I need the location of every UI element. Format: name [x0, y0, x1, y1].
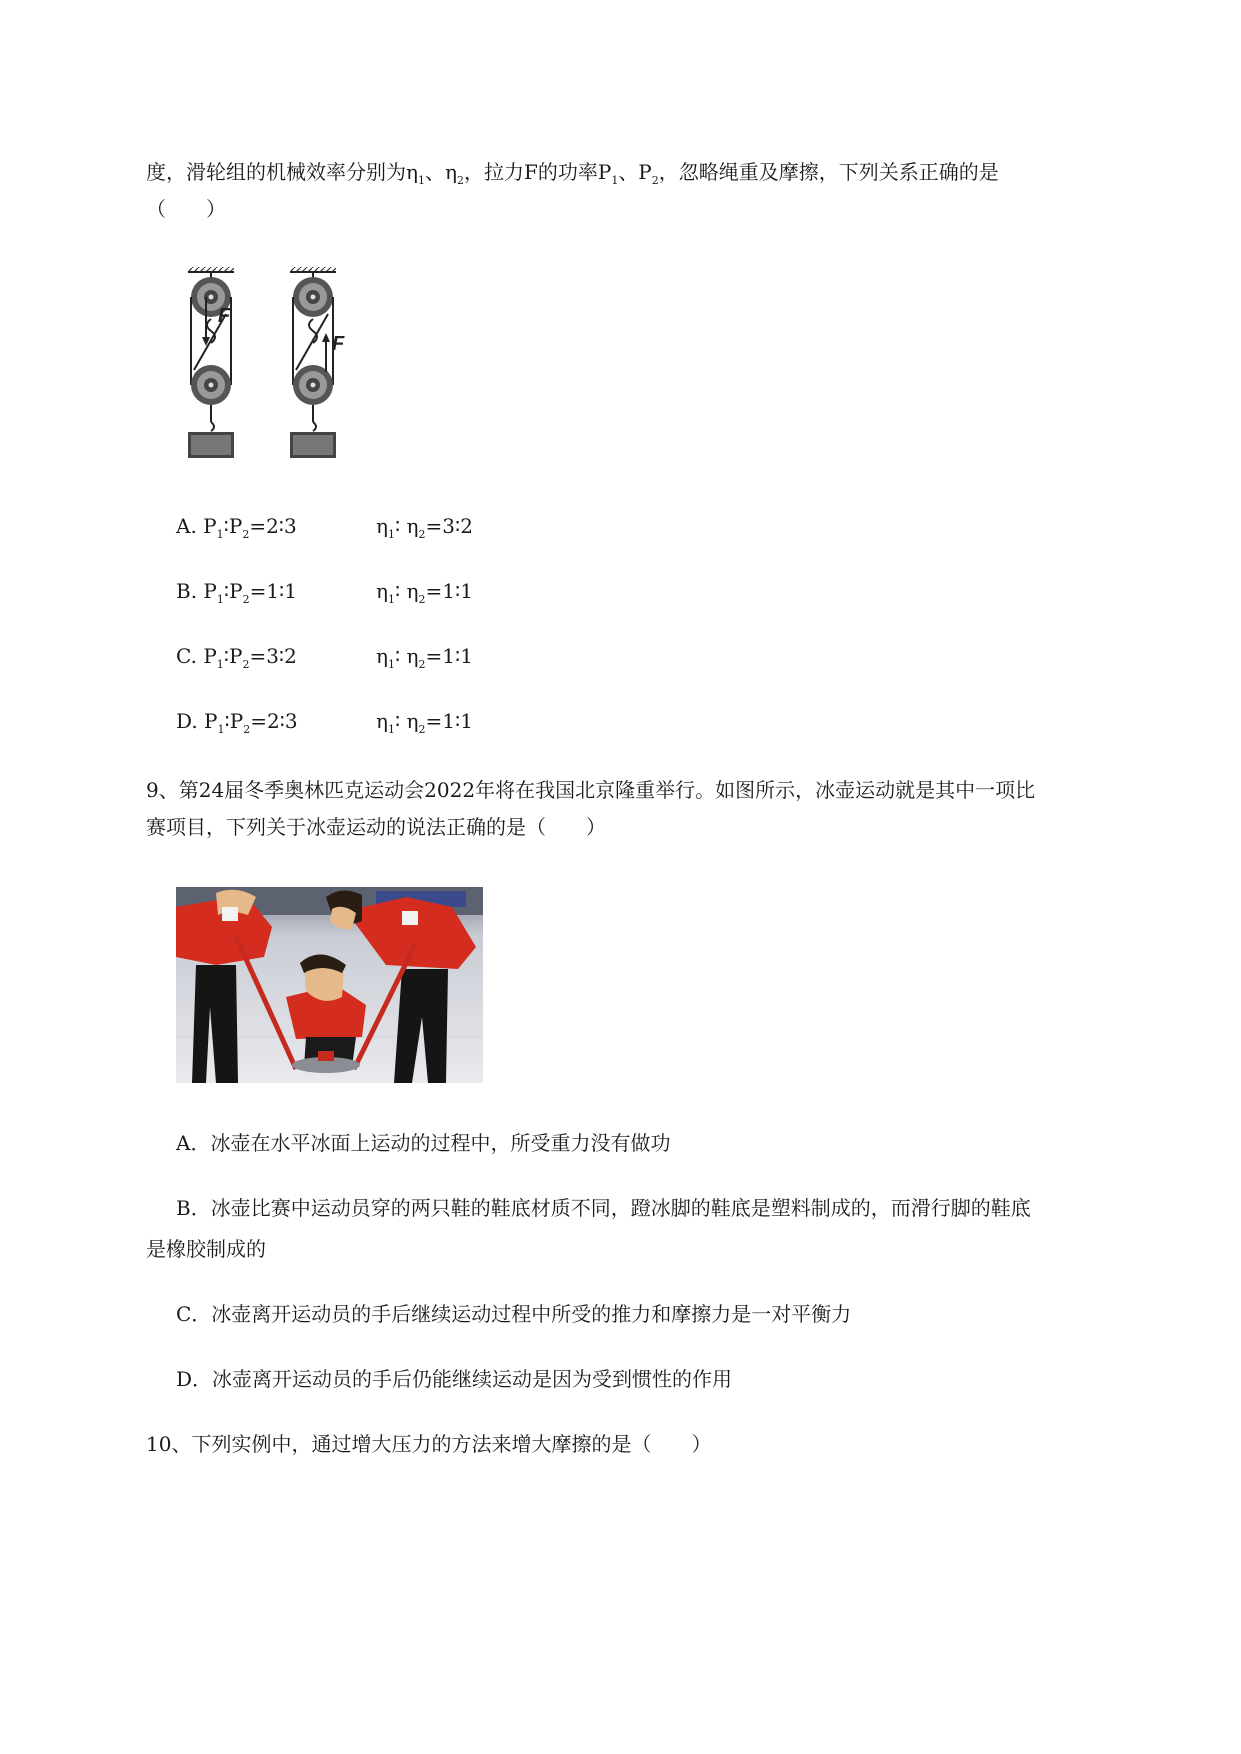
q8-stem-text: 、P: [618, 160, 652, 184]
subscript: 1: [216, 528, 224, 541]
power-symbol: P: [203, 579, 217, 603]
q8-stem-text: ，拉力F的功率P: [463, 160, 612, 184]
power-symbol: ∶P: [223, 514, 243, 538]
q9-stem-line1: 9、第24届冬季奥林匹克运动会2022年将在我国北京隆重举行。如图所示，冰壶运动就是其中一项比: [146, 778, 1036, 802]
power-symbol: ∶P: [224, 709, 244, 733]
eta-symbol: η: [376, 644, 388, 668]
q9-option-b-line2: 是橡胶制成的: [146, 1237, 266, 1261]
q9-option-c: C．冰壶离开运动员的手后继续运动过程中所受的推力和摩擦力是一对平衡力: [176, 1302, 852, 1326]
option-letter: A.: [176, 514, 204, 538]
q9-option-d: D．冰壶离开运动员的手后仍能继续运动是因为受到惯性的作用: [176, 1367, 733, 1391]
eta-symbol: ∶ η: [394, 579, 419, 603]
subscript: 2: [418, 658, 426, 671]
power-symbol: ∶P: [223, 644, 243, 668]
q8-option-c: [176, 642, 473, 679]
power-symbol: ∶P: [223, 579, 243, 603]
force-label-left: F: [218, 305, 231, 327]
subscript: 1: [387, 723, 395, 736]
power-ratio: =2∶3: [249, 514, 297, 538]
subscript: 1: [216, 658, 224, 671]
efficiency-ratio-group: [376, 577, 473, 614]
q8-stem-line2: （ ）: [146, 197, 226, 221]
subscript: 1: [216, 593, 224, 606]
subscript: 2: [651, 174, 659, 187]
curling-photo: [176, 887, 483, 1083]
eta-symbol: ∶ η: [394, 644, 419, 668]
efficiency-ratio: =1∶1: [425, 644, 473, 668]
q9-option-a: A．冰壶在水平冰面上运动的过程中，所受重力没有做功: [176, 1131, 671, 1155]
q9-stem-line2: 赛项目，下列关于冰壶运动的说法正确的是（ ）: [146, 815, 606, 839]
power-ratio: =3∶2: [249, 644, 297, 668]
q8-option-a: [176, 512, 473, 549]
pulley-system-left: [188, 267, 234, 458]
eta-symbol: ∶ η: [394, 514, 419, 538]
eta-symbol: η: [376, 709, 388, 733]
efficiency-ratio: =1∶1: [425, 709, 473, 733]
efficiency-ratio-group: [376, 642, 473, 679]
subscript: 1: [387, 593, 395, 606]
q8-stem-text: 、η: [424, 160, 457, 184]
q9-option-b-line1: B．冰壶比赛中运动员穿的两只鞋的鞋底材质不同，蹬冰脚的鞋底是塑料制成的，而滑行脚的鞋底: [176, 1196, 1031, 1220]
eta-symbol: η: [376, 514, 388, 538]
option-letter: B.: [176, 579, 204, 603]
subscript: 1: [217, 723, 225, 736]
subscript: 2: [418, 593, 426, 606]
power-ratio: =2∶3: [250, 709, 298, 733]
force-label-right: F: [332, 333, 345, 355]
efficiency-ratio-group: [376, 512, 473, 549]
power-symbol: P: [203, 514, 217, 538]
subscript: 1: [387, 658, 395, 671]
efficiency-ratio: =1∶1: [425, 579, 473, 603]
subscript: 2: [242, 593, 250, 606]
efficiency-ratio: =3∶2: [425, 514, 473, 538]
q8-stem-line1: [146, 158, 999, 195]
subscript: 2: [242, 528, 250, 541]
q8-option-d: [176, 707, 473, 744]
subscript: 2: [418, 528, 426, 541]
q8-option-b: [176, 577, 473, 614]
subscript: 2: [456, 174, 464, 187]
power-symbol: P: [203, 644, 217, 668]
q8-stem-text: 度，滑轮组的机械效率分别为η: [146, 160, 418, 184]
subscript: 2: [242, 658, 250, 671]
eta-symbol: ∶ η: [394, 709, 419, 733]
q8-stem-text: ，忽略绳重及摩擦，下列关系正确的是: [658, 160, 999, 184]
subscript: 1: [611, 174, 619, 187]
power-symbol: P: [204, 709, 218, 733]
power-ratio: =1∶1: [249, 579, 297, 603]
eta-symbol: η: [376, 579, 388, 603]
option-letter: C.: [176, 644, 204, 668]
efficiency-ratio-group: [376, 707, 473, 744]
pulley-figure: [180, 262, 380, 472]
q10-stem: 10、下列实例中，通过增大压力的方法来增大摩擦的是（ ）: [146, 1432, 712, 1456]
subscript: 2: [243, 723, 251, 736]
subscript: 1: [387, 528, 395, 541]
subscript: 1: [417, 174, 425, 187]
pulley-system-right: [290, 267, 345, 458]
subscript: 2: [418, 723, 426, 736]
option-letter: D.: [176, 709, 205, 733]
